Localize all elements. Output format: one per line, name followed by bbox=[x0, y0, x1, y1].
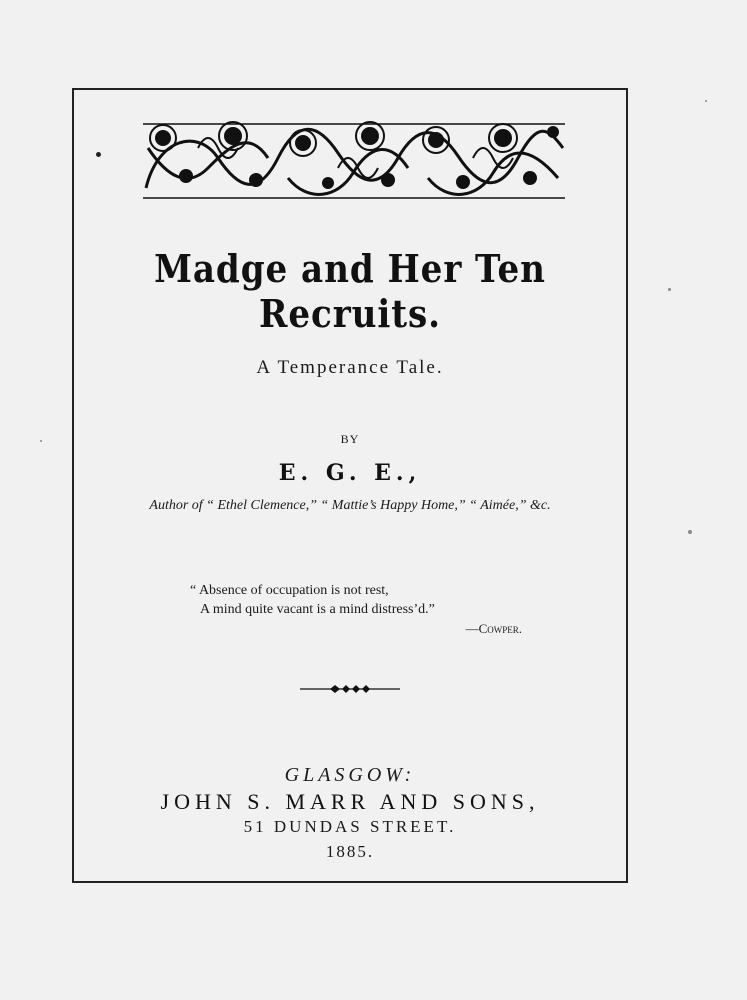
floral-scroll-ornament-icon bbox=[138, 118, 570, 204]
epigraph-attribution: —Cowper. bbox=[465, 621, 522, 636]
paper-speck bbox=[40, 440, 42, 442]
author-initials: E. G. E., bbox=[278, 460, 422, 486]
paper-speck bbox=[705, 100, 707, 102]
publisher-address: 51 DUNDAS STREET. bbox=[243, 817, 457, 836]
author-other-works: Author of “ Ethel Clemence,” “ Mattie’s Happy Home,” “ Aimée,” &c. bbox=[149, 498, 551, 513]
by-line: BY bbox=[340, 432, 360, 446]
ink-dot bbox=[96, 152, 101, 157]
publication-year: 1885. bbox=[325, 842, 375, 861]
diamond-rule-ornament-icon bbox=[300, 683, 400, 695]
epigraph bbox=[190, 581, 530, 638]
epigraph-line-2: A mind quite vacant is a mind distress’d.” bbox=[200, 602, 435, 617]
publisher-name: JOHN S. MARR AND SONS, bbox=[160, 789, 540, 814]
paper-speck bbox=[688, 530, 692, 534]
epigraph-line-1: “ Absence of occupation is not rest, bbox=[190, 583, 389, 598]
book-title: Madge and Her Ten Recruits. bbox=[154, 246, 546, 336]
publication-place: GLASGOW: bbox=[284, 764, 416, 786]
paper-speck bbox=[668, 288, 671, 291]
book-subtitle: A Temperance Tale. bbox=[256, 357, 444, 378]
